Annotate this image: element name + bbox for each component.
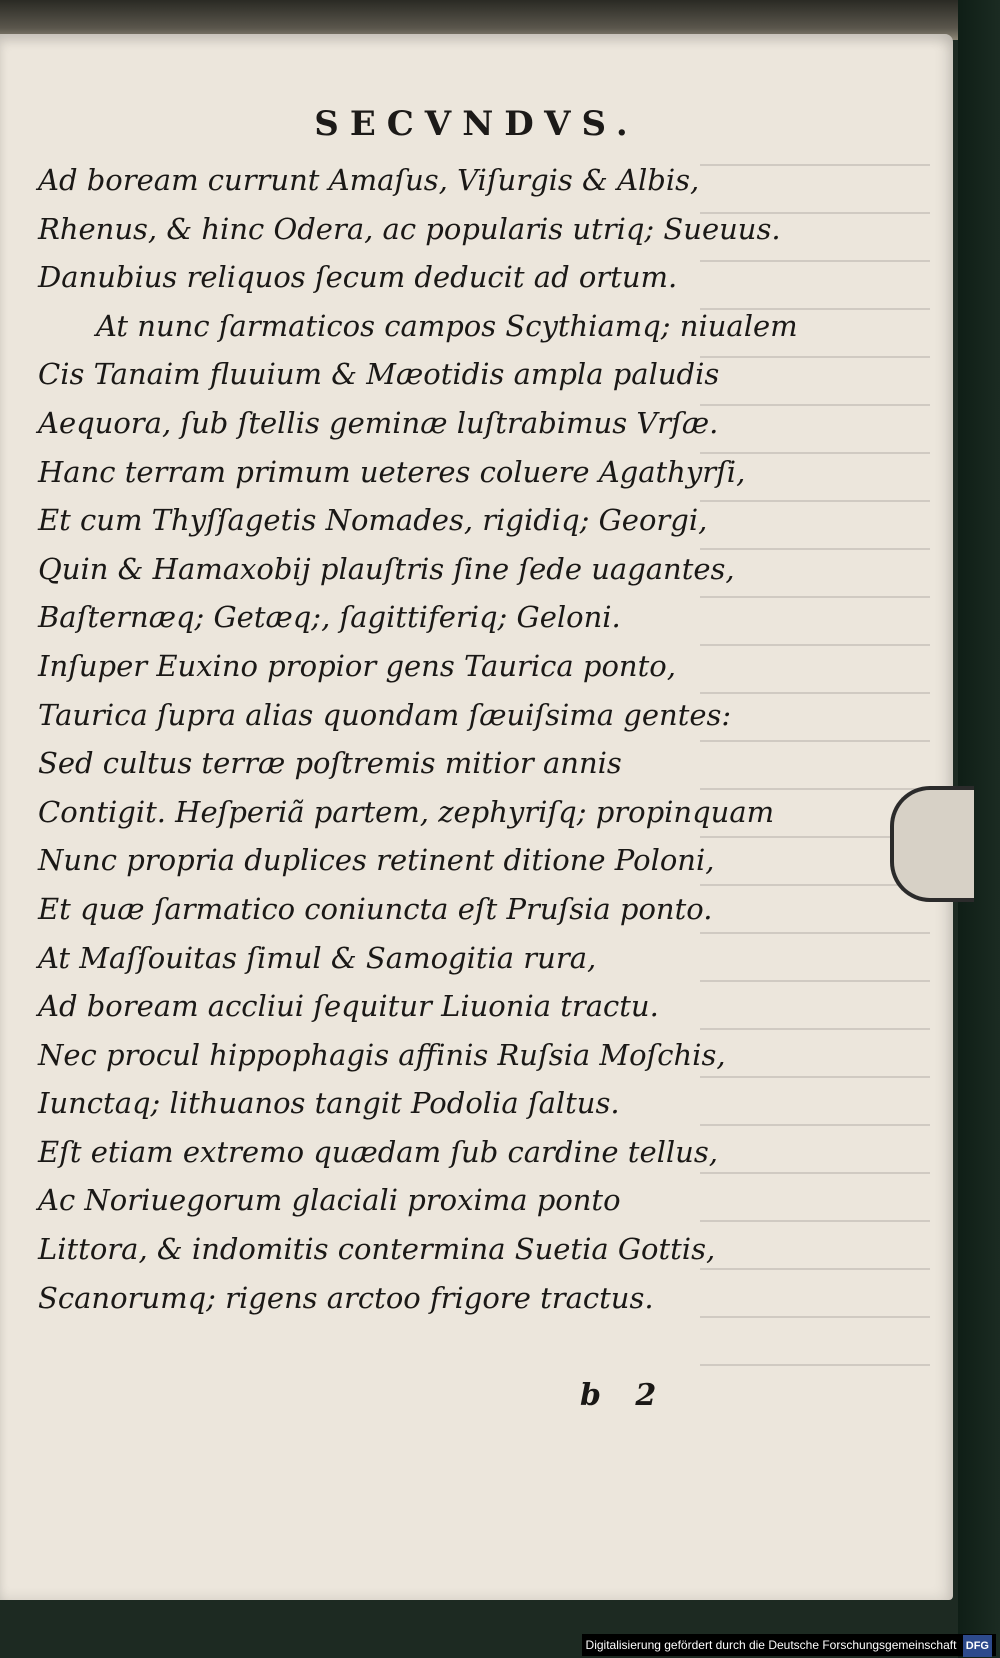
verse-line: Eſt etiam extremo quædam ſub cardine tellus, bbox=[38, 1134, 718, 1169]
verse-line: Rhenus, & hinc Odera, ac popularis utriq; Sueuus. bbox=[38, 211, 781, 246]
verse-line: Aequora, ſub ſtellis geminæ luſtrabimus Vrſæ. bbox=[38, 405, 719, 440]
verse-line: At nunc ſarmaticos campos Scythiamq; niualem bbox=[96, 308, 798, 343]
verse-line: Et cum Thyſſagetis Nomades, rigidiq; Georgi, bbox=[38, 503, 708, 538]
signature-mark: b 2 bbox=[580, 1378, 657, 1413]
verse-line: Baſternæq; Getæq;, ſagittiferiq; Geloni. bbox=[38, 600, 621, 635]
verse-line: Iunctaq; lithuanos tangit Podolia ſaltus. bbox=[38, 1086, 620, 1121]
verse-line: Nunc propria duplices retinent ditione Poloni, bbox=[38, 843, 715, 878]
dfg-logo: DFG bbox=[963, 1635, 992, 1657]
running-head: SECVNDVS. bbox=[314, 104, 639, 144]
verse-line: Littora, & indomitis contermina Suetia Gottis, bbox=[38, 1232, 716, 1267]
verse-line: Inſuper Euxino propior gens Taurica ponto, bbox=[38, 648, 676, 683]
verse-line: Ad boream accliui ſequitur Liuonia tractu. bbox=[38, 989, 659, 1024]
verse-line: Scanorumq; rigens arctoo frigore tractus. bbox=[38, 1280, 654, 1315]
verse-line: Ac Noriuegorum glaciali proxima ponto bbox=[38, 1183, 621, 1218]
credit-text: Digitalisierung gefördert durch die Deutsche Forschungsgemeinschaft bbox=[585, 1638, 957, 1652]
verse-line: Sed cultus terræ poſtremis mitior annis bbox=[38, 746, 622, 781]
verse-line: Danubius reliquos ſecum deducit ad ortum. bbox=[38, 260, 678, 295]
verse-line: Quin & Hamaxobij plauſtris ſine ſede uagantes, bbox=[38, 551, 735, 586]
verse-line: Cis Tanaim fluuium & Mæotidis ampla paludis bbox=[38, 357, 720, 392]
verse-line: Contigit. Heſperiã partem, zephyriſq; propinquam bbox=[38, 794, 775, 829]
verse-line: Taurica ſupra alias quondam ſæuiſsima gentes: bbox=[38, 697, 732, 732]
verse-line: Nec procul hippophagis affinis Ruſsia Moſchis, bbox=[38, 1037, 726, 1072]
verse-line: At Maſſouitas ſimul & Samogitia rura, bbox=[38, 940, 597, 975]
page-clip bbox=[890, 786, 974, 902]
verse-list bbox=[38, 156, 798, 1322]
digitization-credit bbox=[582, 1634, 996, 1656]
verse-line: Ad boream currunt Amaſus, Viſurgis & Albis, bbox=[38, 163, 700, 197]
verse-line: Hanc terram primum ueteres coluere Agathyrſi, bbox=[38, 454, 746, 489]
verse-line: Et quæ ſarmatico coniuncta eſt Pruſsia ponto. bbox=[38, 891, 713, 926]
